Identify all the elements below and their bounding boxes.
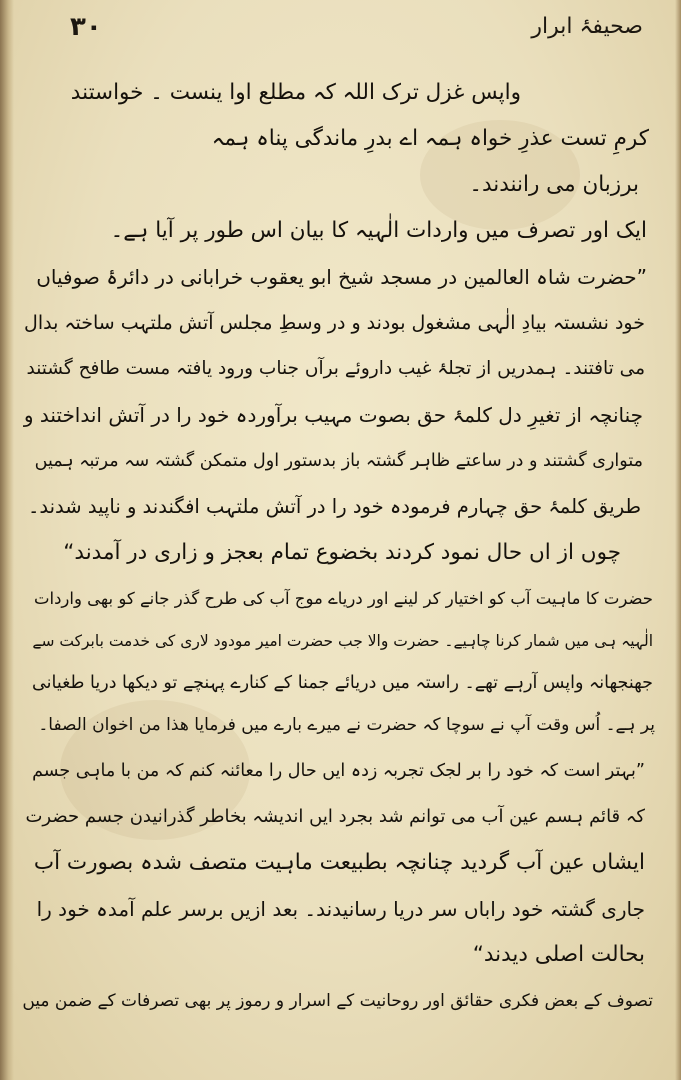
page-binding-shadow [0,0,14,1080]
page-edge-shadow [675,0,681,1080]
text-line: جھنجھانہ واپس آرہے تھے۔ راستہ میں دریائے جمنا کے کنارے پہنچے تو دیکھا دریا طغیانی [32,673,653,693]
text-line: پر ہے۔ اُس وقت آپ نے سوچا کہ حضرت نے میرے بارے میں فرمایا ھذا من اخوان الصفا۔ [38,715,655,735]
text-line: ایشاں عین آب گردید چنانچہ بطبیعت ماہیت متصف شدہ بصورت آب [33,850,645,875]
text-line: الٰہیہ ہی میں شمار کرنا چاہیے۔ حضرت والا جب حضرت امیر مودود لاری کی خدمت بابرکت سے [32,632,653,650]
text-line: چوں از اں حال نمود کردند بخضوع تمام بعجز و زاری در آمدند“ [63,540,621,565]
text-line: تصوف کے بعض فکری حقائق اور روحانیت کے اسرار و رموز پر بھی تصرفات کے ضمن میں [22,991,653,1011]
text-line: برزبان می رانندند۔ [469,172,639,197]
page-number: ۳۰ [70,12,102,42]
text-line: کرمِ تست عذرِ خواہ ہمہ اے بدرِ ماندگی پناہ ہمہ [211,126,649,151]
text-line: خود نشستہ بیادِ الٰہی مشغول بودند و در وسطِ مجلس آتش ملتہب ساختہ بدال [24,312,645,334]
text-line: واپس غزل ترک اللہ کہ مطلع اوا ینست ۔ خواستند [70,80,521,105]
text-line: جاری گشتہ خود راباں سر دریا رسانیدند۔ بعد ازیں برسر علم آمدہ خود را [36,897,645,921]
text-line: ”بہتر است کہ خود را بر لجک تجربہ زدہ ایں حال را معائنہ کنم کہ من با ماہی جسم [32,761,645,781]
running-title: صحیفۂ ابرار [531,14,643,39]
text-line: متواری گشتند و در ساعتے ظاہر گشتہ باز بدستور اول متمکن گشتہ سہ مرتبہ ہمیں [34,451,643,471]
text-line: ایک اور تصرف میں واردات الٰہیہ کا بیان اس طور پر آیا ہے۔ [110,218,647,243]
text-line: چنانچہ از تغیرِ دل کلمۂ حق بصوت مہیب برآوردہ خود را در آتش انداختند و [23,403,643,427]
page-header [70,8,643,54]
text-line: می تافتند۔ ہمدریں از تجلۂ غیب داروئے برآں جناب ورود یافتہ مست طافح گشتند [26,358,645,379]
text-line: بحالت اصلی دیدند“ [472,942,645,967]
text-line: کہ قائم ہسم عین آب می توانم شد بجرد ایں اندیشہ بخاطر گذرانیدن جسم حضرت [25,806,645,827]
text-line: حضرت کا ماہیت آب کو اختیار کر لینے اور دریاے موج آب کی طرح گذر جانے کو بھی واردات [33,589,653,608]
text-line: طریق کلمۂ حق چہارم فرمودہ خود را در آتش ملتہب افگندند و ناپید شدند۔ [27,495,641,518]
text-line: ”حضرت شاہ العالمین در مسجد شیخ ابو یعقوب خرابانی در دائرۂ صوفیاں [36,265,647,289]
